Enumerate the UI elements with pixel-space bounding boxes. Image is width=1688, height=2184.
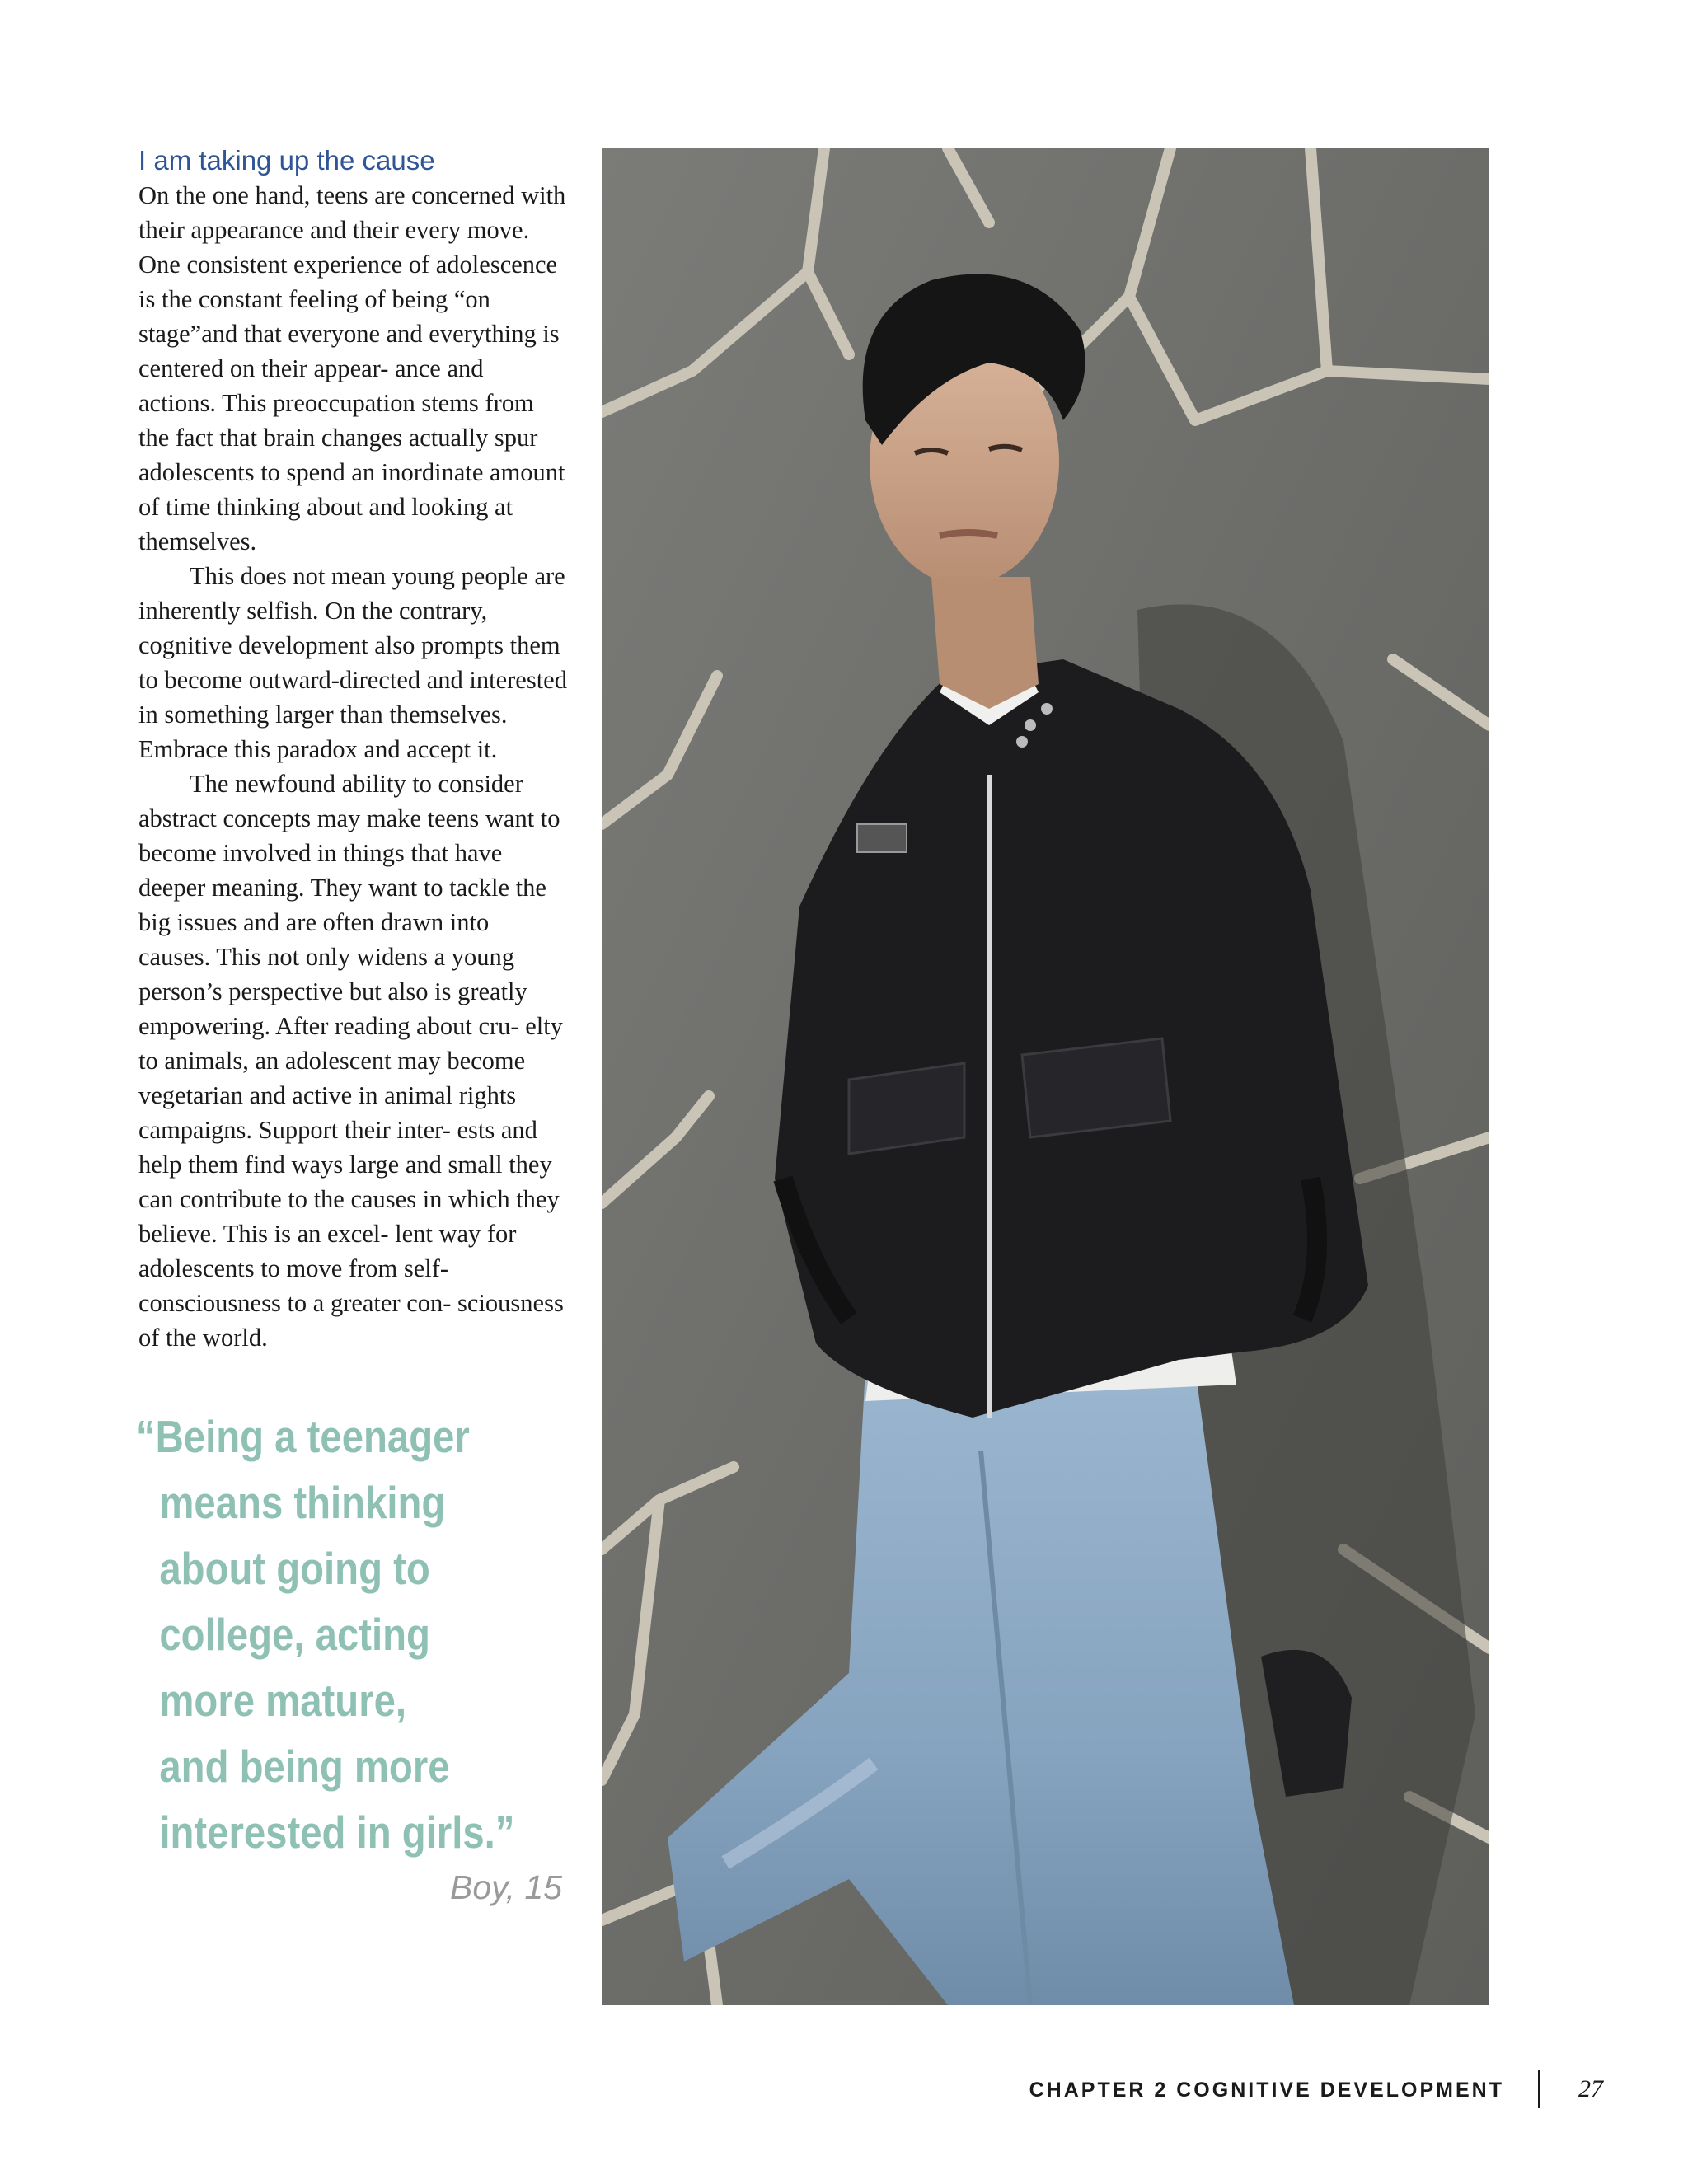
quote-line-3: about going to bbox=[159, 1543, 430, 1594]
quote-line-5: more mature, bbox=[159, 1675, 407, 1726]
pull-quote bbox=[136, 1404, 581, 1908]
body-paragraph-1: On the one hand, teens are concerned with their appearance and their every move. One consistent experience of adolescence is the constant feeling of being “on stage”and that everyone and everything is centered on their appear- ance and actions. This preoccupation stems from the fact that brain changes actually spur adolescents to spend an inordinate amount of time thinking about and looking at themselves. bbox=[138, 181, 566, 555]
page-footer bbox=[0, 2070, 1688, 2120]
footer-divider bbox=[1538, 2070, 1540, 2108]
section-heading: I am taking up the cause bbox=[138, 145, 435, 176]
quote-attribution: Boy, 15 bbox=[450, 1868, 562, 1906]
page-number: 27 bbox=[1578, 2075, 1603, 2102]
body-paragraph-3: The newfound ability to consider abstract concepts may make teens want to become involved in things that have deeper meaning. They want to tackle the big issues and are often drawn into causes. This not only widens a young person’s perspective but also is greatly empowering. After reading about cru- elty to animals, an adolescent may become vegetarian and active in animal rights campaigns. Support their inter- ests and help them find ways large and small they can contribute to the causes in which they believe. This is an excel- lent way for adolescents to move from self-consciousness to a greater con- sciousness of the world. bbox=[138, 770, 564, 1352]
body-paragraph-2: This does not mean young people are inherently selfish. On the contrary, cognitive development also prompts them to become outward-directed and interested in something larger than themselves. Embrace this paradox and accept it. bbox=[138, 562, 567, 763]
quote-line-2: means thinking bbox=[159, 1477, 446, 1528]
quote-line-4: college, acting bbox=[159, 1609, 430, 1660]
article-text-column bbox=[138, 143, 567, 1355]
teen-portrait-photo bbox=[602, 148, 1489, 2005]
quote-line-7: interested in girls.” bbox=[159, 1807, 515, 1858]
quote-line-6: and being more bbox=[159, 1741, 450, 1792]
chapter-title: CHAPTER 2 COGNITIVE DEVELOPMENT bbox=[1029, 2079, 1504, 2102]
quote-line-1: “Being a teenager bbox=[136, 1411, 470, 1462]
